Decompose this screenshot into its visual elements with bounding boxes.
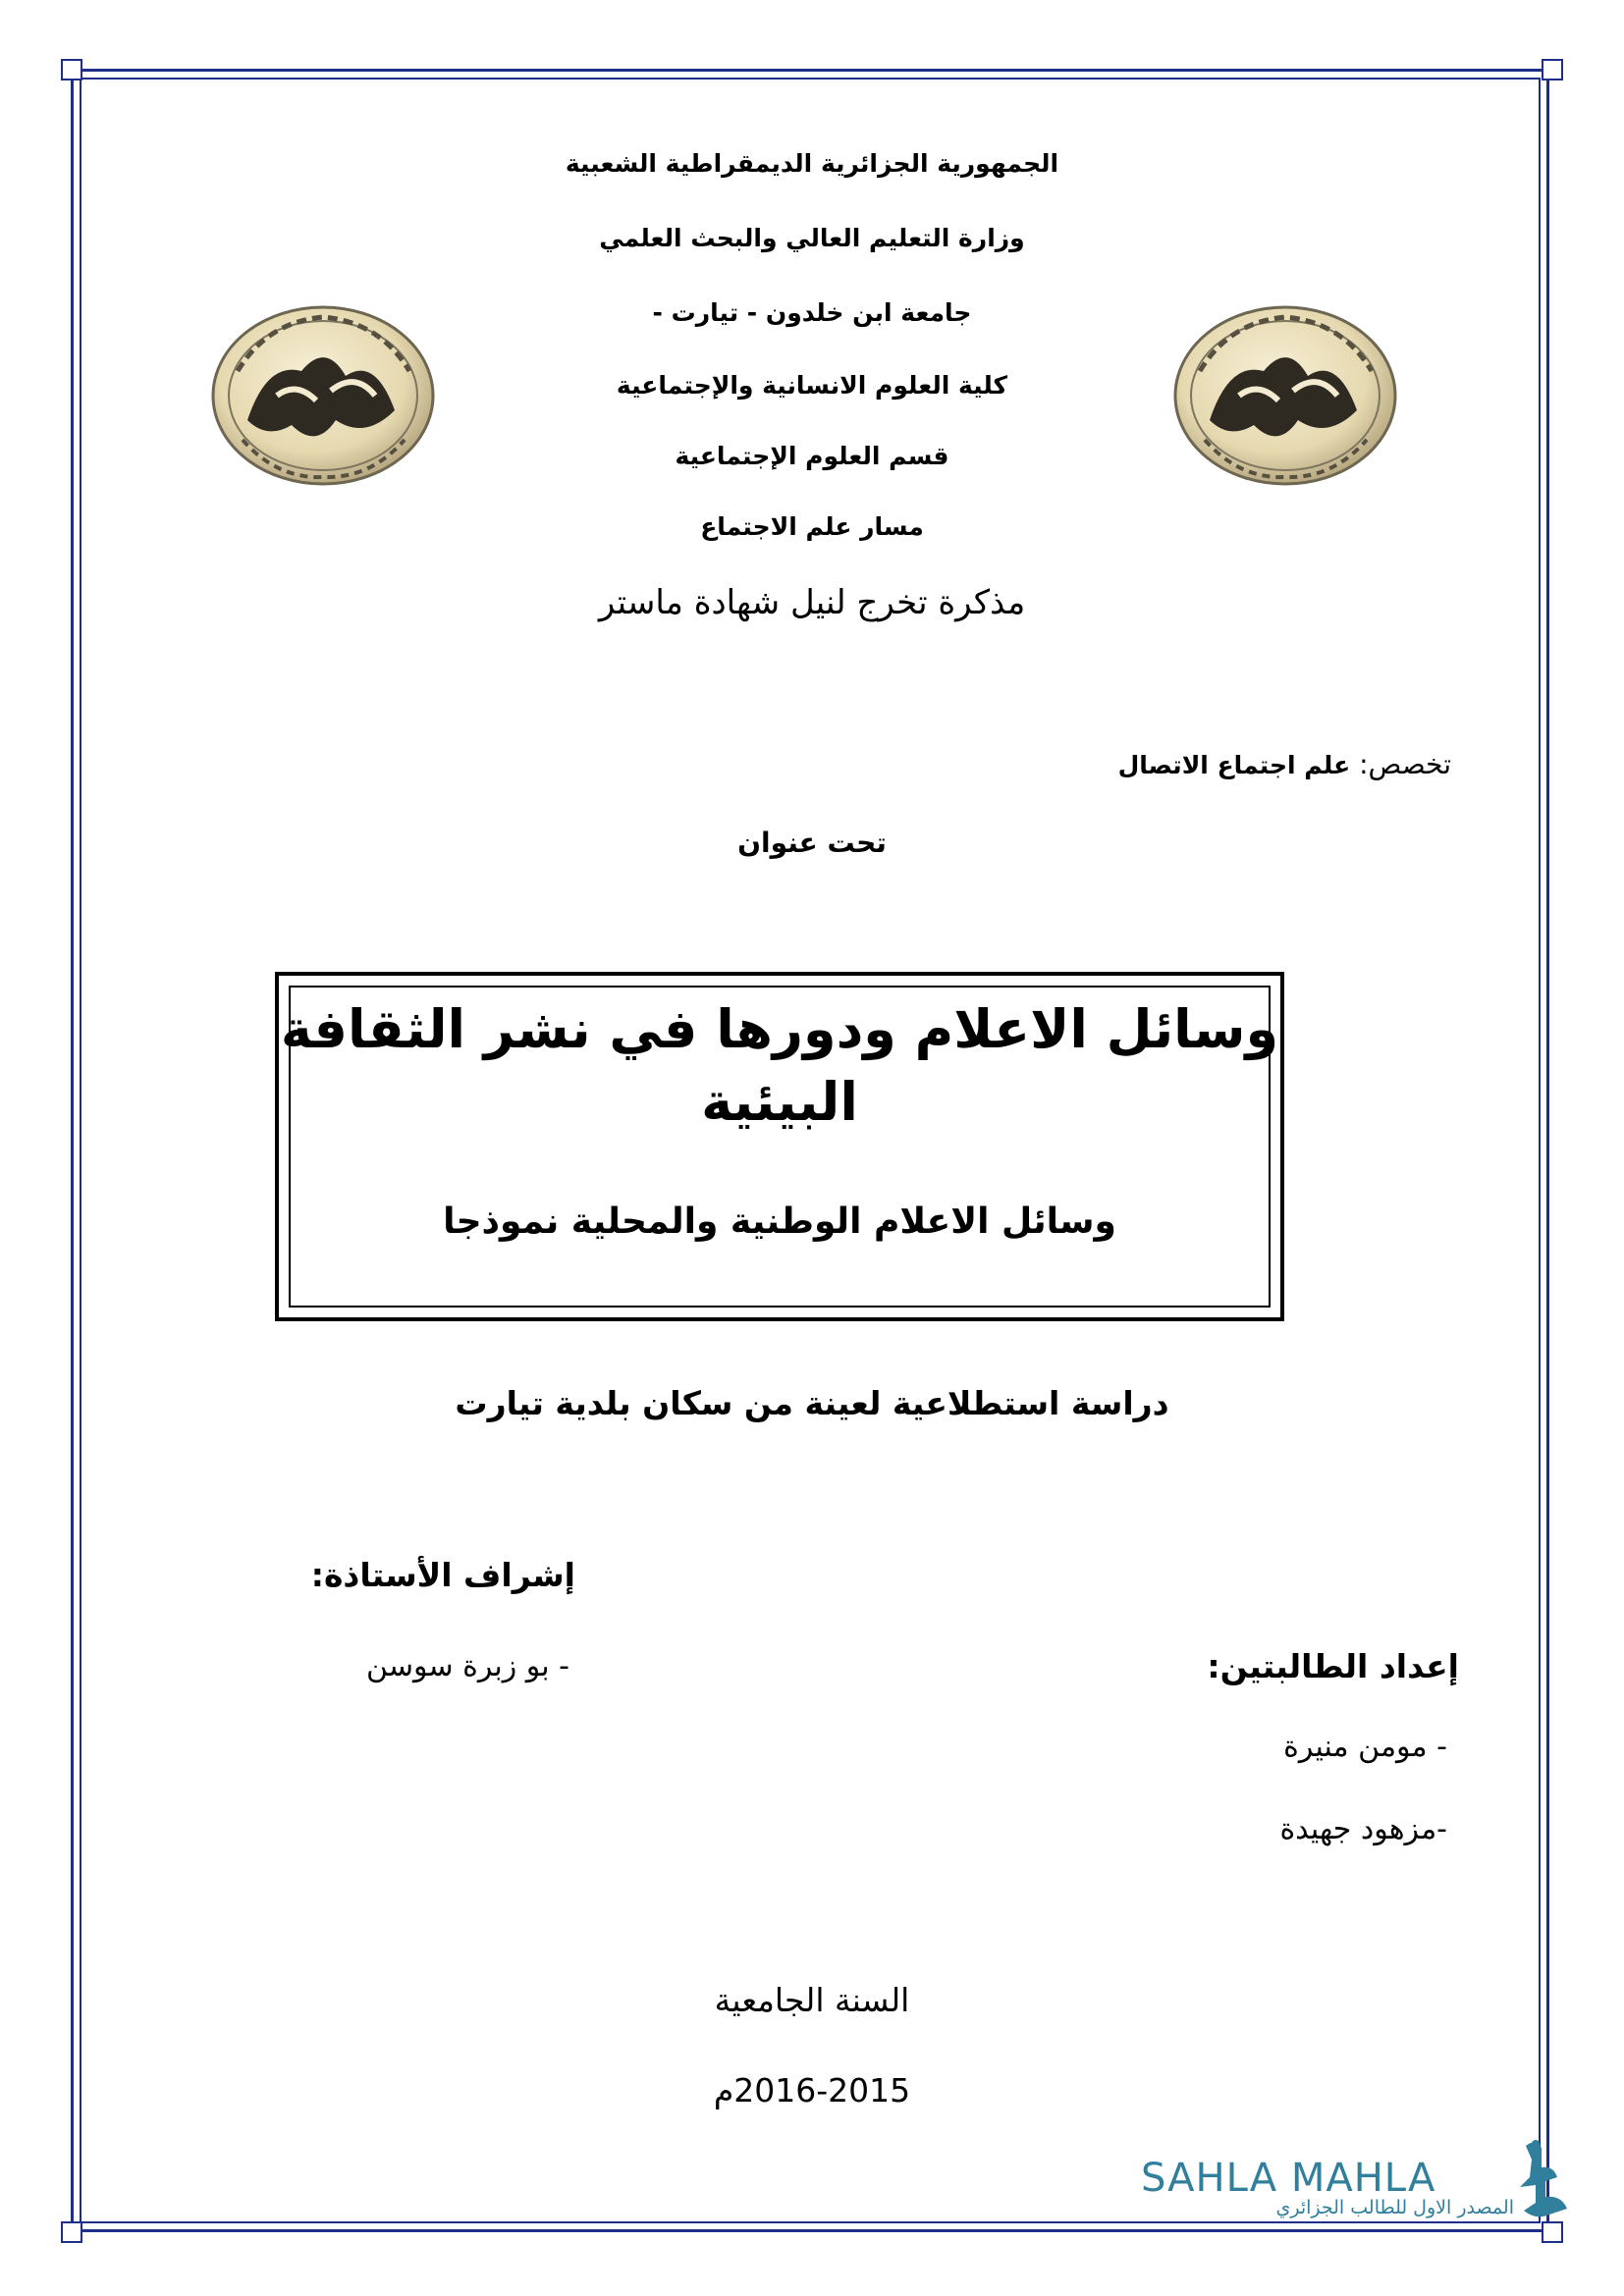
specialization-value: علم اجتماع الاتصال bbox=[1117, 751, 1351, 779]
header-ministry: وزارة التعليم العالي والبحث العلمي bbox=[599, 224, 1025, 252]
border-corner-top-right bbox=[1542, 59, 1563, 80]
academic-year-label: السنة الجامعية bbox=[714, 1981, 910, 2019]
specialization-label: تخصص: bbox=[1359, 748, 1451, 780]
border-corner-bottom-right bbox=[1542, 2221, 1563, 2243]
supervisor-label: إشراف الأستاذة: bbox=[310, 1556, 575, 1594]
watermark-brand: SAHLA MAHLA bbox=[1141, 2156, 1436, 2201]
header-track: مسار علم الاجتماع bbox=[700, 512, 924, 541]
watermark-logo bbox=[1141, 2156, 1514, 2218]
watermark-emblem-icon bbox=[1506, 2138, 1575, 2222]
title-box bbox=[275, 972, 1284, 1321]
thesis-title bbox=[279, 993, 1280, 1139]
student-name-1: - مومن منيرة bbox=[1283, 1730, 1447, 1764]
thesis-title-line-1: وسائل الاعلام ودورها في نشر الثقافة bbox=[280, 998, 1279, 1060]
border-corner-bottom-left bbox=[61, 2221, 82, 2243]
supervisor-name: - بو زبرة سوسن bbox=[366, 1649, 569, 1683]
thesis-type: مذكرة تخرج لنيل شهادة ماستر bbox=[598, 583, 1026, 622]
header-university: جامعة ابن خلدون - تيارت - bbox=[652, 298, 972, 327]
academic-year-value: 2016-2015م bbox=[713, 2071, 911, 2109]
thesis-subtitle: وسائل الاعلام الوطنية والمحلية نموذجا bbox=[443, 1201, 1116, 1242]
thesis-title-line-2: البيئية bbox=[701, 1071, 858, 1133]
under-title-label: تحت عنوان bbox=[737, 827, 887, 859]
header-faculty: كلية العلوم الانسانية والإجتماعية bbox=[616, 371, 1008, 400]
students-label: إعداد الطالبتين: bbox=[1207, 1647, 1459, 1685]
student-name-2: -مزهود جهيدة bbox=[1279, 1812, 1447, 1846]
header-republic: الجمهورية الجزائرية الديمقراطية الشعبية bbox=[565, 149, 1059, 178]
header-department: قسم العلوم الإجتماعية bbox=[675, 442, 949, 470]
border-corner-top-left bbox=[61, 59, 82, 80]
specialization bbox=[1118, 748, 1451, 780]
watermark-tagline: المصدر الاول للطالب الجزائري bbox=[1275, 2197, 1514, 2218]
study-description: دراسة استطلاعية لعينة من سكان بلدية تيارت bbox=[455, 1384, 1169, 1422]
